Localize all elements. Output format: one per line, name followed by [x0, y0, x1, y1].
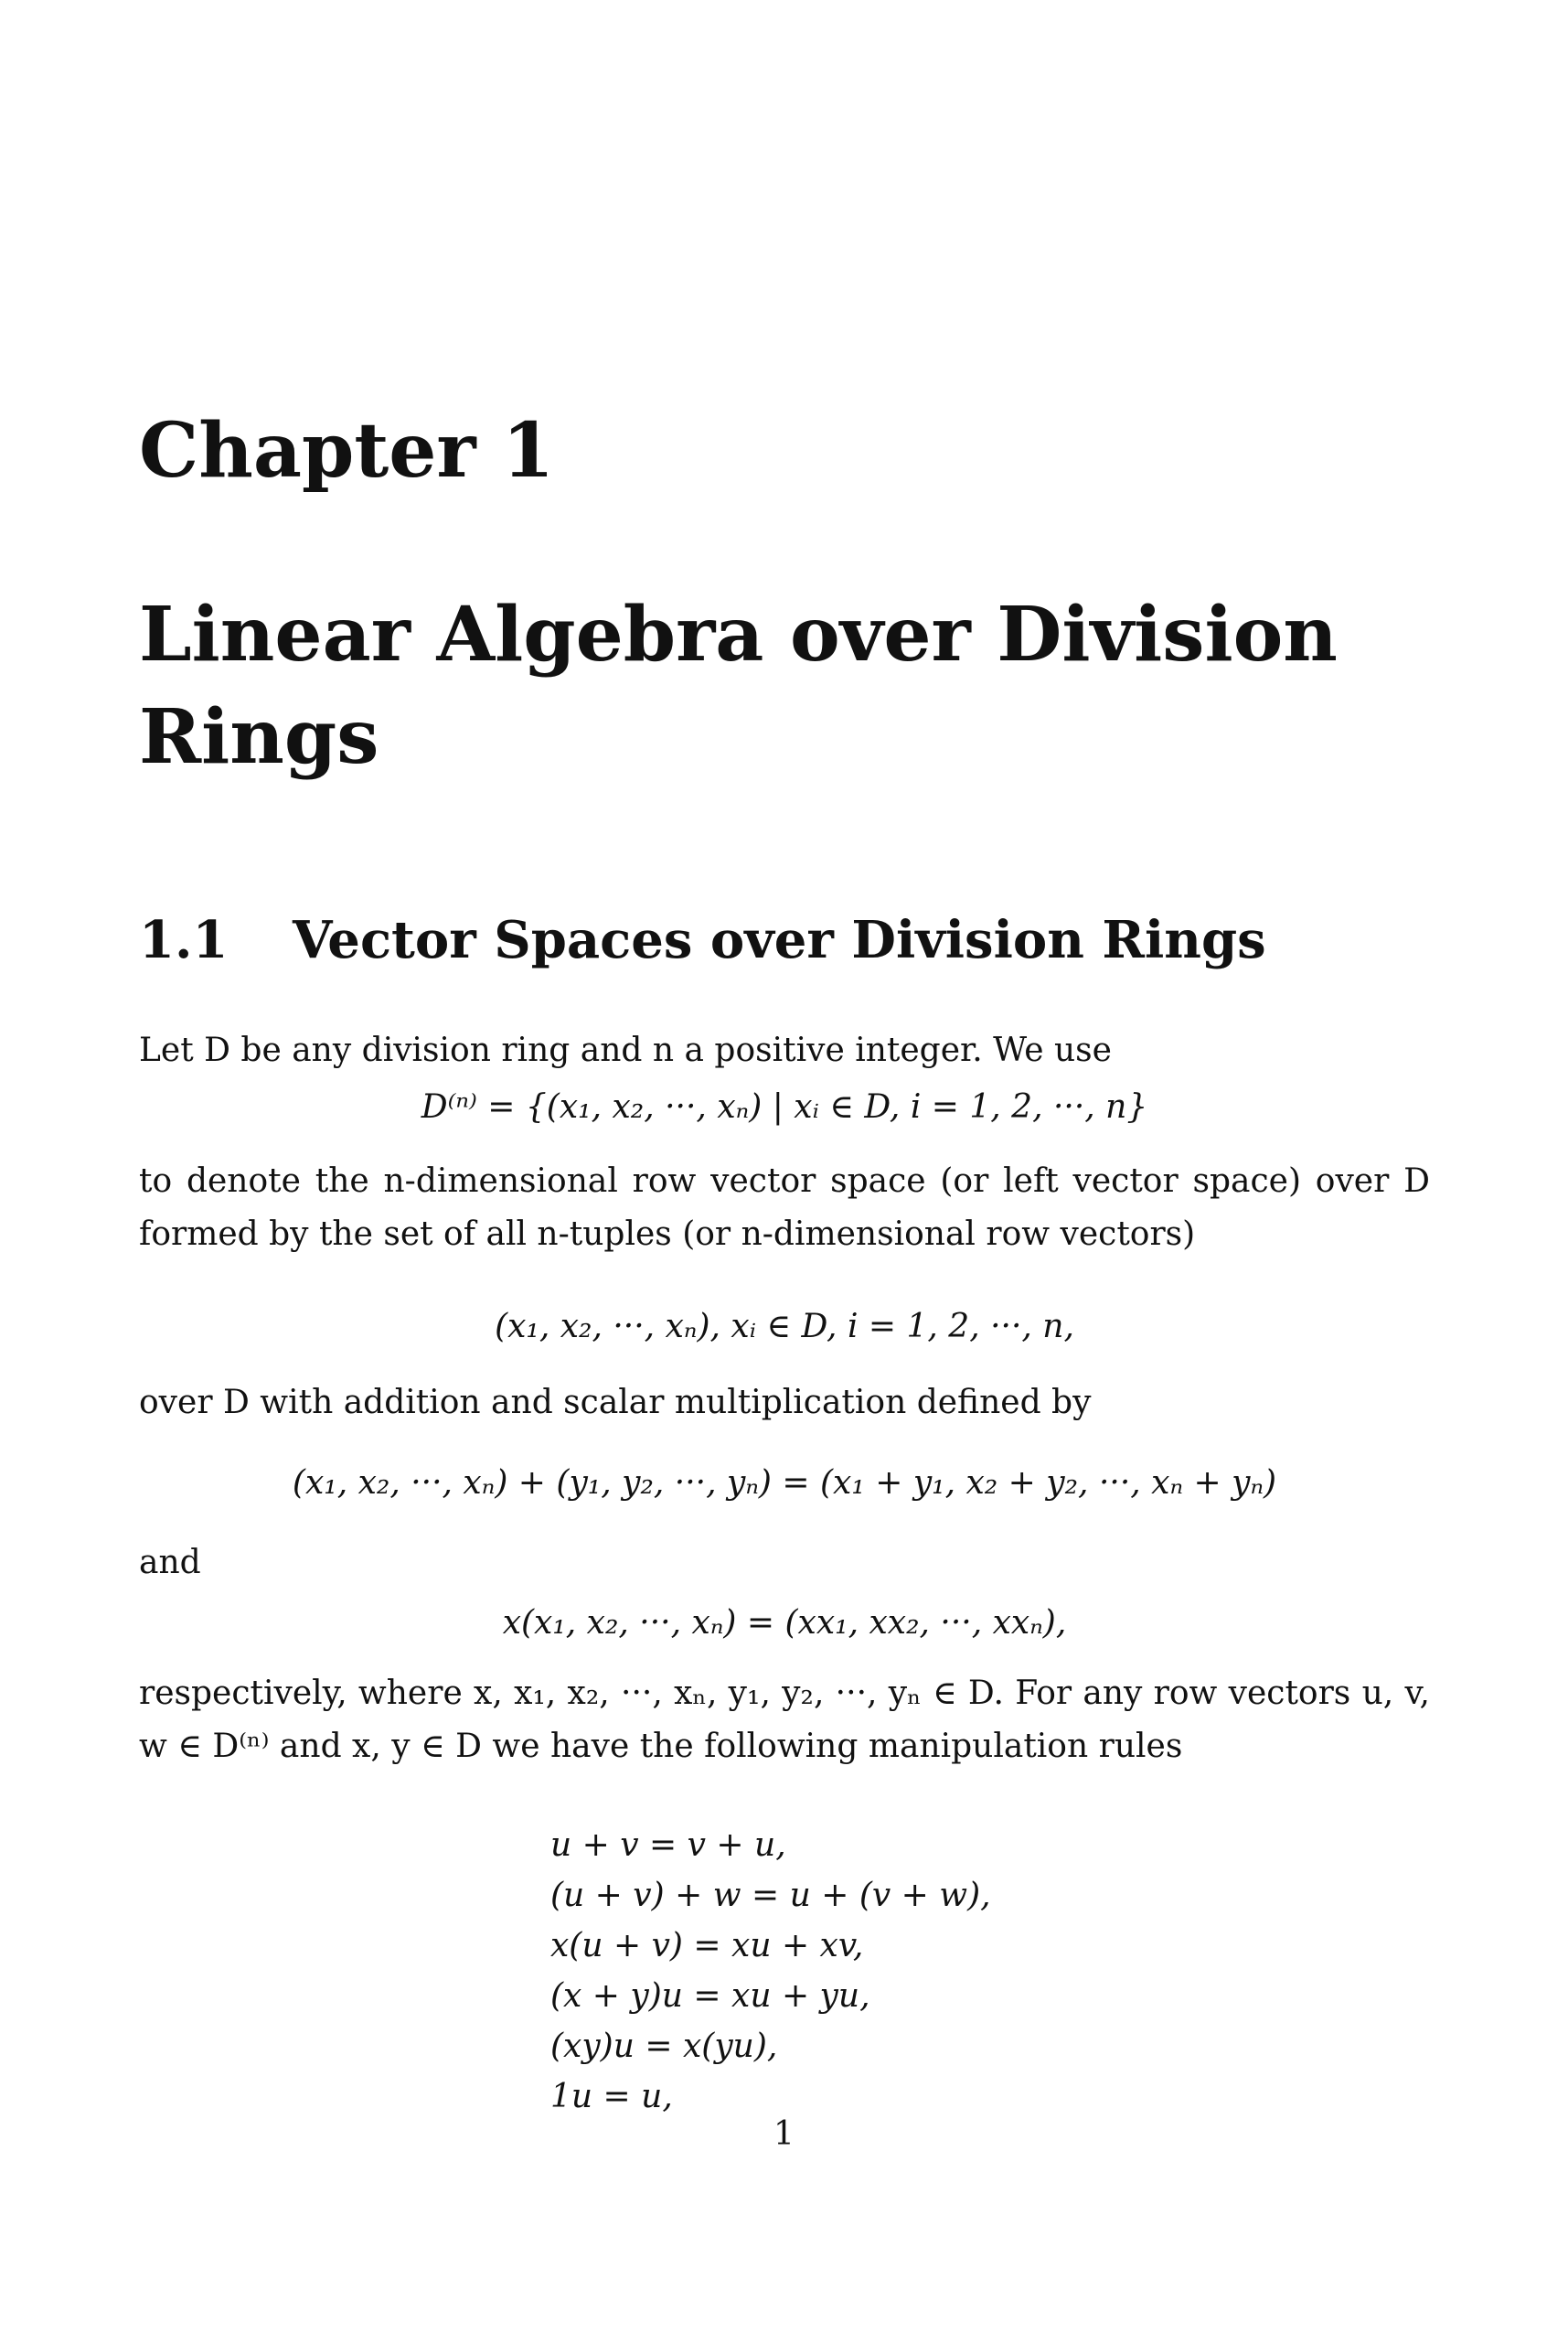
chapter-title: Linear Algebra over Division Rings — [139, 591, 1338, 781]
section-number: 1.1 — [139, 910, 229, 970]
equation-tuple: (x₁, x₂, ···, xₙ), xᵢ ∈ D, i = 1, 2, ···, n, — [495, 1308, 1074, 1345]
rule-line: x(u + v) = xu + xv, — [550, 1927, 864, 1964]
rule-line: (xy)u = x(yu), — [550, 2028, 778, 2065]
paragraph-operations: over D with addition and scalar multiplication defined by — [139, 1384, 1092, 1421]
equation-row-space: D⁽ⁿ⁾ = {(x₁, x₂, ···, xₙ) | xᵢ ∈ D, i = 1, 2, ···, n} — [421, 1088, 1148, 1126]
section-title: Vector Spaces over Division Rings — [293, 910, 1266, 970]
equation-addition: (x₁, x₂, ···, xₙ) + (y₁, y₂, ···, yₙ) = (x₁ + y₁, x₂ + y₂, ···, xₙ + yₙ) — [292, 1464, 1277, 1502]
chapter-label: Chapter 1 — [139, 407, 555, 495]
rule-line: (x + y)u = xu + yu, — [550, 1977, 870, 2015]
page-number: 1 — [773, 2115, 795, 2153]
paragraph-and: and — [139, 1544, 201, 1581]
section-heading — [139, 910, 1266, 970]
rule-line: (u + v) + w = u + (v + w), — [550, 1877, 991, 1914]
paragraph-intro: Let D be any division ring and n a positive integer. We use — [139, 1032, 1112, 1069]
rules-list — [550, 1820, 991, 2122]
paragraph-row-vector-space: to denote the n-dimensional row vector space (or left vector space) over D formed by the set of all n-tuples (or n-dimensional row vectors) — [139, 1162, 1430, 1253]
equation-scalar-multiplication: x(x₁, x₂, ···, xₙ) = (xx₁, xx₂, ···, xxₙ), — [502, 1604, 1067, 1642]
rule-line: u + v = v + u, — [550, 1826, 786, 1864]
paragraph-manipulation-rules: respectively, where x, x₁, x₂, ···, xₙ, y₁, y₂, ···, yₙ ∈ D. For any row vectors u, v, w ∈ D⁽ⁿ⁾ and x, y ∈ D we have the following manipulation rules — [139, 1675, 1430, 1765]
rule-line: 1u = u, — [550, 2078, 673, 2115]
